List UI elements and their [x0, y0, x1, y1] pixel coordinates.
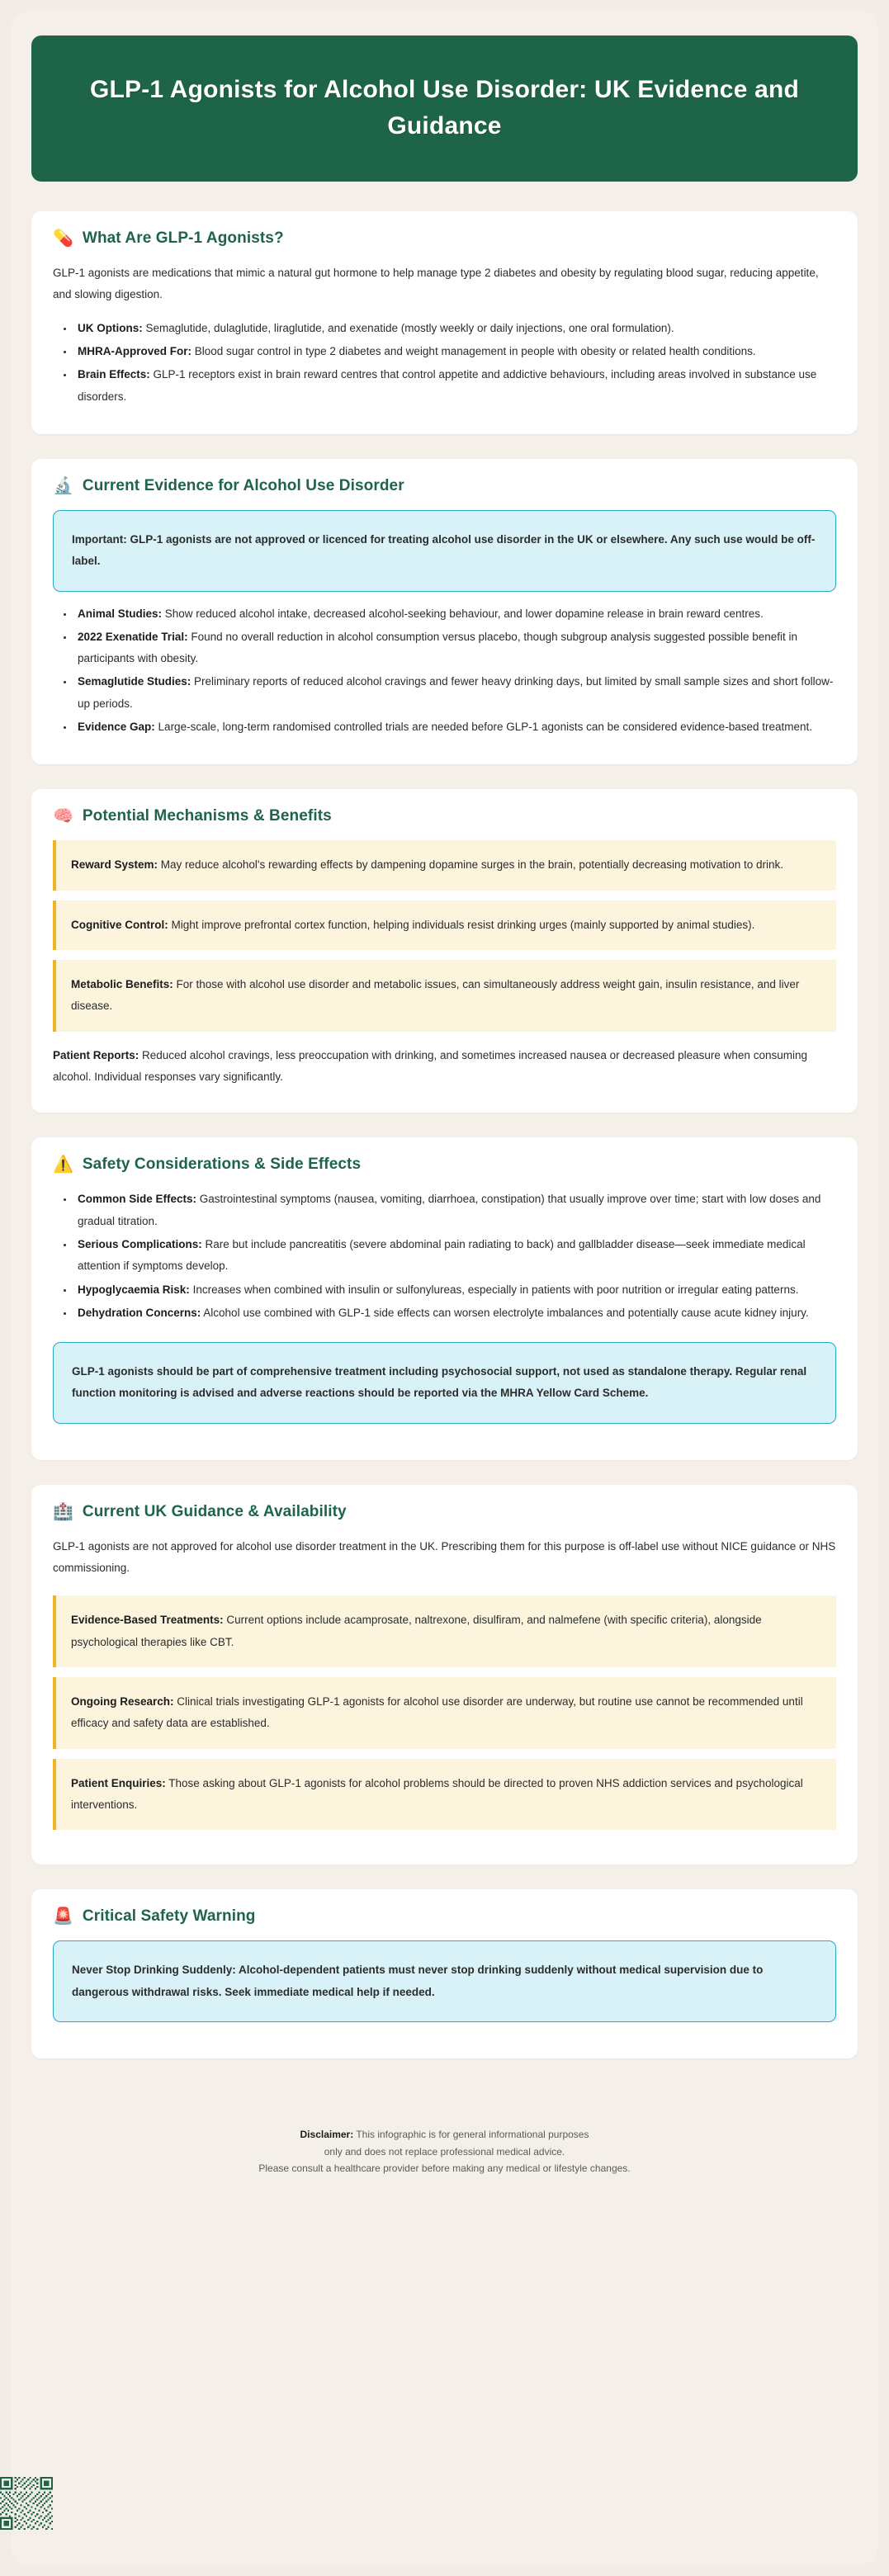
bullet-text: Gastrointestinal symptoms (nausea, vomiting, diarrhoea, constipation) that usually improve over time; start with low doses and gradual titration. [78, 1193, 821, 1227]
list-item [74, 626, 836, 670]
bullet-label: Common Side Effects: [78, 1193, 197, 1206]
pill-icon: 💊 [53, 229, 73, 248]
bullet-label: Hypoglycaemia Risk: [78, 1283, 190, 1296]
strip-text: Might improve prefrontal cortex function, helping individuals resist drinking urges (mainly supported by animal studies). [168, 918, 755, 931]
disclaimer-text: This infographic is for general informational purposes [353, 2128, 589, 2140]
strip-text: Those asking about GLP-1 agonists for alcohol problems should be directed to proven NHS addiction services and psychological interventions. [71, 1776, 803, 1811]
bullet-text: Large-scale, long-term randomised controlled trials are needed before GLP-1 agonists can be considered evidence-based treatment. [154, 721, 813, 734]
strip-content [71, 915, 820, 936]
strip-label: Evidence-Based Treatments: [71, 1614, 224, 1627]
list-item [74, 318, 836, 339]
disclaimer-line-3: Please consult a healthcare provider before making any medical or lifestyle changes. [258, 2162, 631, 2175]
section-header [53, 1907, 836, 1926]
section-title: What Are GLP-1 Agonists? [82, 229, 284, 247]
section-title: Safety Considerations & Side Effects [82, 1156, 362, 1174]
highlight-strip [53, 1759, 836, 1831]
section-intro-paragraph: GLP-1 agonists are not approved for alcohol use disorder treatment in the UK. Prescribing them for this purpose is off-label use without NICE guidance or NHS commissioning. [53, 1539, 836, 1575]
bullet-text: Increases when combined with insulin or sulfonylureas, especially in patients with poor nutrition or irregular eating patterns. [189, 1283, 799, 1296]
section-title: Current UK Guidance & Availability [82, 1502, 347, 1520]
section-card-current-evidence [31, 459, 858, 765]
list-item [74, 603, 836, 625]
section-title: Critical Safety Warning [82, 1907, 256, 1926]
bullet-text: Show reduced alcohol intake, decreased alcohol-seeking behaviour, and lower dopamine release in brain reward centres. [162, 607, 764, 620]
bullet-text: GLP-1 receptors exist in brain reward centres that control appetite and addictive behaviours, including areas involved in substance use disorders. [78, 368, 817, 403]
list-item [74, 1302, 836, 1324]
list-item [74, 1279, 836, 1301]
warning-icon: ⚠️ [53, 1156, 73, 1175]
strip-content [71, 1773, 820, 1817]
note-text: Reduced alcohol cravings, less preoccupation with drinking, and sometimes increased nausea or decreased pleasure when consuming alcohol. Individual responses vary significantly. [53, 1048, 807, 1083]
bullet-list [53, 318, 836, 408]
strip-label: Ongoing Research: [71, 1695, 174, 1708]
section-card-what-are-glp1 [31, 211, 858, 434]
important-callout [53, 510, 836, 592]
bullet-text: Preliminary reports of reduced alcohol cravings and fewer heavy drinking days, but limited by small sample sizes and short follow-up periods. [78, 675, 834, 710]
disclaimer-line-2: only and does not replace professional medical advice. [324, 2145, 565, 2158]
strip-content [71, 854, 820, 876]
section-header [53, 1156, 836, 1174]
section-intro-paragraph: GLP-1 agonists are medications that mimic a natural gut hormone to help manage type 2 diabetes and obesity by regulating blood sugar, reducing appetite, and slowing digestion. [53, 267, 819, 301]
disclaimer-line-1 [31, 2126, 858, 2144]
bullet-label: Dehydration Concerns: [78, 1306, 201, 1319]
bullet-text: Semaglutide, dulaglutide, liraglutide, and exenatide (mostly weekly or daily injections, one oral formulation). [142, 321, 674, 334]
list-item [74, 1234, 836, 1278]
infographic-inner-panel [12, 12, 877, 2564]
bullet-text: Found no overall reduction in alcohol consumption versus placebo, though subgroup analysis suggested possible benefit in participants with obesity. [78, 630, 798, 665]
bullet-text: Alcohol use combined with GLP-1 side effects can worsen electrolyte imbalances and potentially cause acute kidney injury. [201, 1306, 809, 1319]
callout-text: Never Stop Drinking Suddenly: Alcohol-dependent patients must never stop drinking suddenly without medical supervision due to dangerous withdrawal risks. Seek immediate medical help if needed. [72, 1964, 764, 1998]
strip-content [71, 1609, 820, 1653]
footer-disclaimer [31, 2083, 858, 2205]
section-title: Potential Mechanisms & Benefits [82, 807, 332, 825]
note-label: Patient Reports: [53, 1048, 139, 1061]
list-item [74, 716, 836, 738]
qr-code [0, 2477, 53, 2530]
strip-text: Current options include acamprosate, naltrexone, disulfiram, and nalmefene (with specific criteria), alongside psychological therapies like CBT. [71, 1614, 762, 1648]
list-item [74, 364, 836, 408]
bullet-list [53, 603, 836, 739]
brain-icon: 🧠 [53, 807, 73, 826]
bullet-label: UK Options: [78, 321, 143, 334]
list-item [74, 1189, 836, 1232]
highlight-strip [53, 1677, 836, 1749]
callout-text: GLP-1 agonists should be part of comprehensive treatment including psychosocial support, not used as standalone therapy. Regular renal function monitoring is advised and adverse reactions should be reported via the MHRA Yellow Card Scheme. [72, 1365, 807, 1400]
bullet-label: 2022 Exenatide Trial: [78, 630, 188, 643]
strip-text: For those with alcohol use disorder and metabolic issues, can simultaneously address weight gain, insulin resistance, and liver disease. [71, 978, 800, 1013]
section-header [53, 1503, 836, 1521]
patient-reports-note [53, 1045, 836, 1089]
strip-label: Patient Enquiries: [71, 1776, 166, 1789]
bullet-list [53, 1189, 836, 1324]
highlight-strip [53, 900, 836, 950]
section-title: Current Evidence for Alcohol Use Disorder [82, 476, 404, 494]
bullet-label: Serious Complications: [78, 1237, 202, 1250]
section-header [53, 477, 836, 495]
bullet-label: Animal Studies: [78, 607, 163, 620]
page-header [31, 35, 858, 182]
strip-text: May reduce alcohol's rewarding effects by dampening dopamine surges in the brain, potentially decreasing motivation to drink. [158, 858, 784, 872]
siren-icon: 🚨 [53, 1907, 73, 1926]
clipboard-icon: 🏥 [53, 1502, 73, 1521]
strip-content [71, 974, 820, 1018]
section-header [53, 807, 836, 825]
section-card-critical-safety-warning [31, 1889, 858, 2058]
comprehensive-treatment-callout [53, 1342, 836, 1424]
bullet-text: Rare but include pancreatitis (severe abdominal pain radiating to back) and gallbladder disease—seek immediate medical attention if symptoms develop. [78, 1237, 806, 1273]
bullet-label: Evidence Gap: [78, 721, 155, 734]
bullet-label: Brain Effects: [78, 368, 150, 381]
bullet-label: Semaglutide Studies: [78, 675, 192, 688]
section-card-safety-considerations [31, 1137, 858, 1460]
bullet-text: Blood sugar control in type 2 diabetes and weight management in people with obesity or related health conditions. [192, 344, 756, 357]
callout-text: Important: GLP-1 agonists are not approved or licenced for treating alcohol use disorder in the UK or elsewhere. Any such use would be off-label. [72, 532, 816, 568]
strip-content [71, 1691, 820, 1735]
strip-label: Reward System: [71, 858, 158, 872]
highlight-strip [53, 840, 836, 890]
list-item [74, 671, 836, 715]
section-card-uk-guidance [31, 1485, 858, 1865]
strip-label: Cognitive Control: [71, 918, 168, 931]
list-item [74, 341, 836, 362]
strip-text: Clinical trials investigating GLP-1 agonists for alcohol use disorder are underway, but routine use cannot be recommended until efficacy and safety data are established. [71, 1695, 803, 1730]
page-title: GLP-1 Agonists for Alcohol Use Disorder: UK Evidence and Guidance [89, 76, 800, 139]
disclaimer-label: Disclaimer: [300, 2128, 354, 2140]
bullet-label: MHRA-Approved For: [78, 344, 192, 357]
never-stop-drinking-callout [53, 1940, 836, 2022]
microscope-icon: 🔬 [53, 476, 73, 495]
strip-label: Metabolic Benefits: [71, 978, 173, 990]
highlight-strip [53, 960, 836, 1032]
section-header [53, 229, 836, 248]
highlight-strip [53, 1595, 836, 1667]
section-card-mechanisms-benefits [31, 789, 858, 1113]
